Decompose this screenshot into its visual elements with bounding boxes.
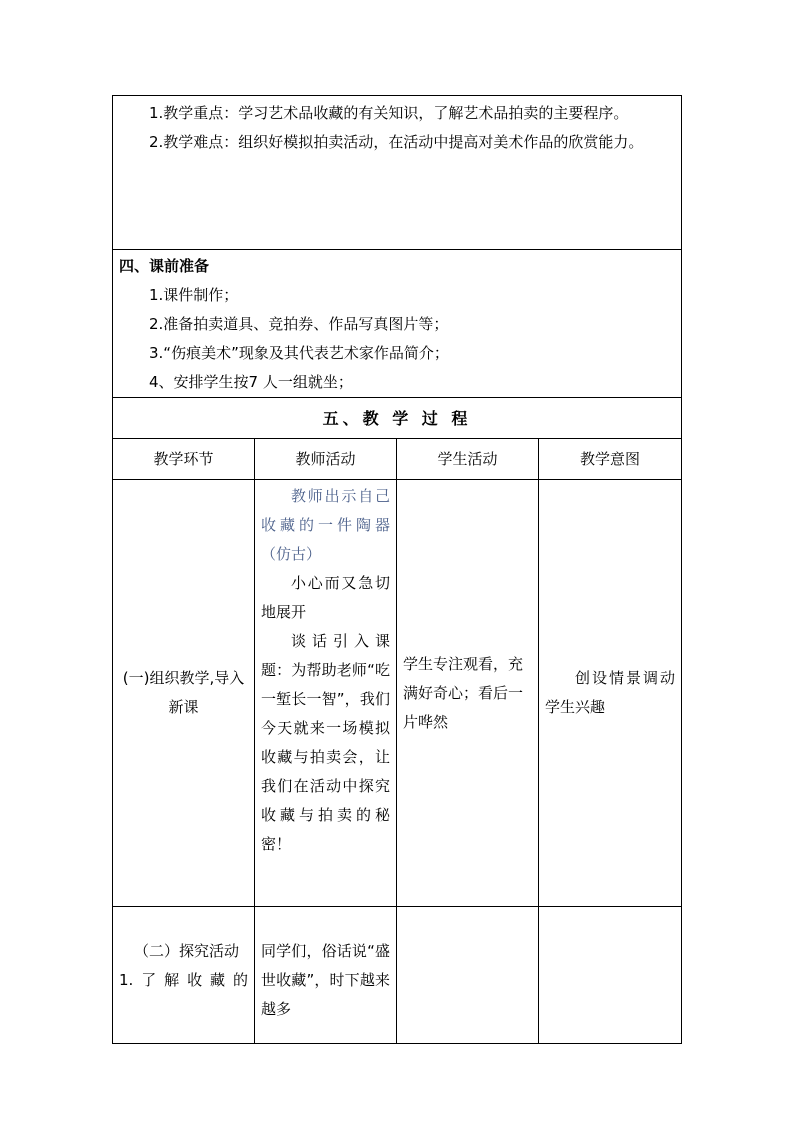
teacher-activity-text: 小心而又急切地展开 [261,574,390,621]
section5-heading: 五、教 学 过 程 [113,398,682,439]
intent-text: 创设情景调动学生兴趣 [545,669,676,716]
section4-row [113,250,682,398]
stage-cell [113,907,255,1044]
prep-item: 4、安排学生按7 人一组就坐； [149,373,353,391]
teacher-activity-cell [255,480,397,907]
table-row [113,907,682,1044]
teacher-activity-text: 谈话引入课题：为帮助老师“吃一堑长一智”，我们今天就来一场模拟收藏与拍卖会，让我们在活动中探究收藏与拍卖的秘密！ [261,632,390,853]
column-header: 学生活动 [397,439,539,480]
column-header: 教学意图 [539,439,682,480]
teacher-activity-cell [255,907,397,1044]
lesson-plan-table [112,95,682,1044]
stage-line: 1.了解收藏的 [119,971,248,989]
prep-item: 2.准备拍卖道具、竞拍券、作品写真图片等； [149,315,449,333]
teaching-difficulty: 2.教学难点：组织好模拟拍卖活动，在活动中提高对美术作品的欣赏能力。 [149,133,644,151]
section4-heading: 四、课前准备 [119,257,210,275]
section3-row [113,96,682,250]
teacher-activity-blue: 教师出示自己收藏的一件陶器（仿古） [261,487,390,563]
prep-item: 1.课件制作； [149,286,239,304]
student-activity-text: 学生专注观看，充满好奇心；看后一片哗然 [403,654,524,731]
column-header: 教师活动 [255,439,397,480]
document-page [112,95,681,1044]
section5-title-row [113,398,682,439]
stage-cell [113,480,255,907]
stage-text: (一)组织教学,导入新课 [122,669,245,716]
student-activity-cell [397,907,539,1044]
student-activity-cell [397,480,539,907]
teacher-activity-text: 同学们，俗话说“盛世收藏”，时下越来越多 [261,942,390,1018]
intent-cell [539,480,682,907]
intent-cell [539,907,682,1044]
table-header-row [113,439,682,480]
teaching-focus: 1.教学重点：学习艺术品收藏的有关知识，了解艺术品拍卖的主要程序。 [149,104,629,122]
table-row [113,480,682,907]
column-header: 教学环节 [113,439,255,480]
stage-line: （二）探究活动 [134,942,240,960]
prep-item: 3.“伤痕美术”现象及其代表艺术家作品简介； [149,344,449,362]
